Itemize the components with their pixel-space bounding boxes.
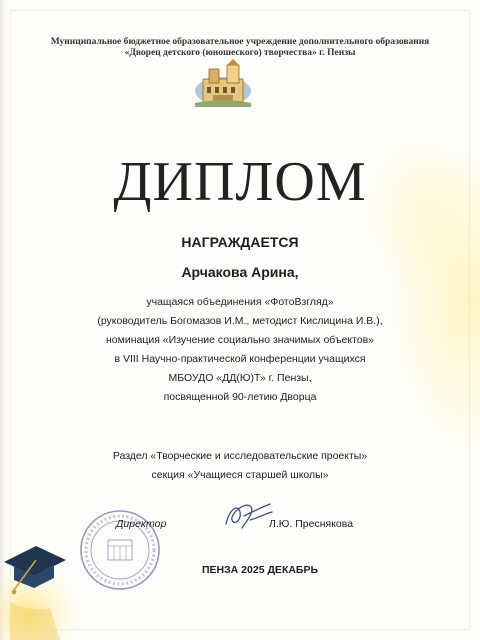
awarded-heading: НАГРАЖДАЕТСЯ: [181, 234, 299, 250]
section-info: [0, 447, 480, 485]
director-label: Директор: [116, 518, 167, 530]
director-name: Л.Ю. Преснякова: [269, 518, 354, 530]
description-line: учащаяся объединения «ФотоВзгляд»: [146, 296, 334, 308]
section-line: секция «Учащиеся старшей школы»: [151, 469, 329, 481]
description-line: МБОУДО «ДД(Ю)Т» г. Пензы,: [168, 372, 312, 384]
handwritten-signature: [220, 498, 276, 532]
place-date: ПЕНЗА 2025 ДЕКАБРЬ: [201, 564, 319, 576]
recipient-name: Арчакова Арина,: [181, 264, 299, 280]
description-line: (руководитель Богомазов И.М., методист Кислицина И.В.),: [97, 315, 383, 327]
organization-header: [0, 37, 480, 59]
organization-line-2: «Дворец детского (юношеского) творчества» г. Пензы: [124, 48, 356, 58]
organization-line-1: Муниципальное бюджетное образовательное учреждение дополнительного образования: [50, 37, 430, 47]
description-line: посвященной 90-летию Дворца: [163, 391, 317, 403]
palace-building-logo: [191, 57, 255, 109]
graduation-cap-icon: [0, 532, 92, 640]
diploma-title: ДИПЛОМ: [113, 151, 367, 213]
section-line: Раздел «Творческие и исследовательские проекты»: [112, 450, 368, 462]
description-line: в VIII Научно-практической конференции учащихся: [114, 353, 366, 365]
description-line: номинация «Изучение социально значимых объектов»: [105, 334, 375, 346]
award-description: [0, 293, 480, 407]
